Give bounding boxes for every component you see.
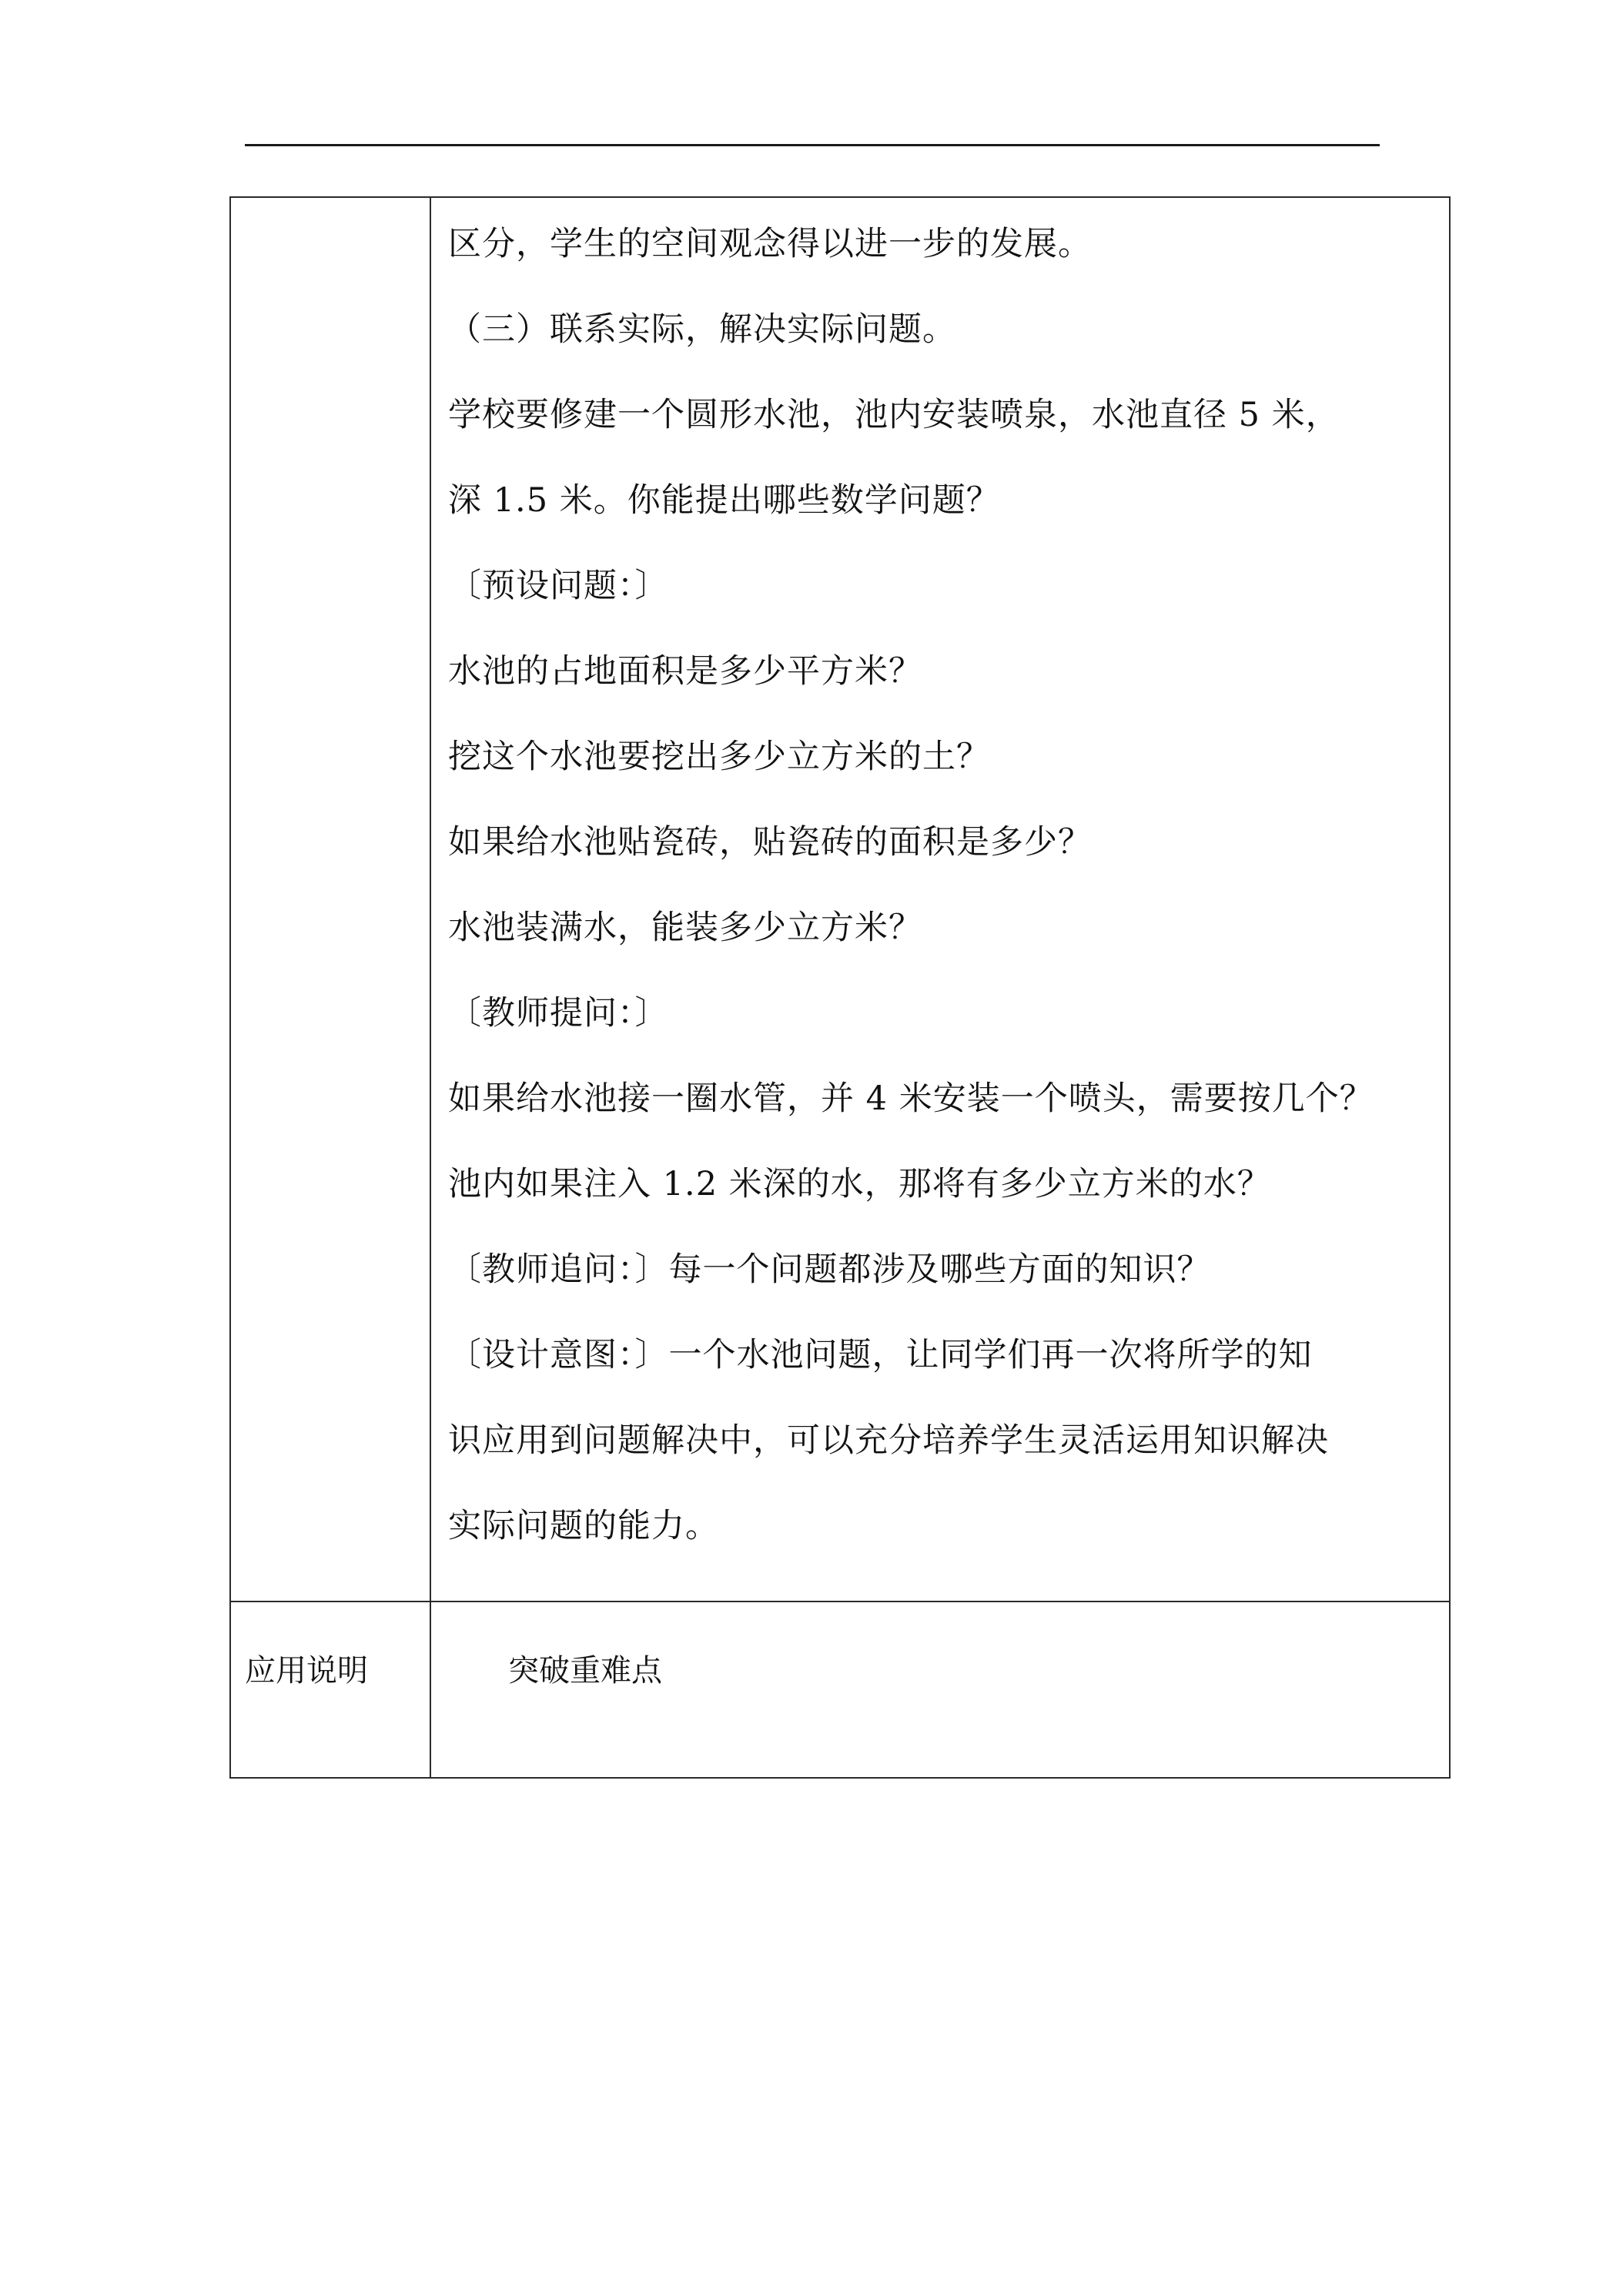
content-line: 〔设计意图：〕一个水池问题，让同学们再一次将所学的知 [448,1336,1313,1374]
application-label: 应用说明 [245,1653,368,1689]
content-line: 挖这个水池要挖出多少立方米的土？ [448,738,990,776]
content-line: 〔教师追问：〕每一个问题都涉及哪些方面的知识？ [448,1250,1211,1289]
content-line: 水池装满水，能装多少立方米？ [448,909,922,947]
lesson-plan-table [229,196,1451,1779]
row-divider [231,1601,1449,1602]
content-line: 区分，学生的空间观念得以进一步的发展。 [448,225,1092,263]
content-line: 〔教师提问：〕 [448,994,669,1033]
content-line: 如果给水池接一圈水管，并 4 米安装一个喷头，需要按几个？ [448,1079,1374,1118]
content-line: （三）联系实际，解决实际问题。 [448,310,956,349]
content-line: 学校要修建一个圆形水池，池内安装喷泉，水池直径 5 米， [448,396,1340,434]
application-value: 突破重难点 [508,1653,662,1689]
content-line: 水池的占地面积是多少平方米？ [448,652,922,691]
content-line: 池内如果注入 1.2 米深的水，那将有多少立方米的水？ [448,1165,1271,1203]
content-line: 实际问题的能力。 [448,1507,719,1545]
content-line: 深 1.5 米。你能提出哪些数学问题？ [448,481,1000,520]
lesson-content-cell [448,198,1441,1601]
content-line: 〔预设问题：〕 [448,567,669,605]
header-rule [245,144,1380,146]
column-divider [430,198,431,1777]
content-line: 识应用到问题解决中，可以充分培养学生灵活运用知识解决 [448,1421,1329,1460]
content-line: 如果给水池贴瓷砖，贴瓷砖的面积是多少？ [448,823,1092,862]
